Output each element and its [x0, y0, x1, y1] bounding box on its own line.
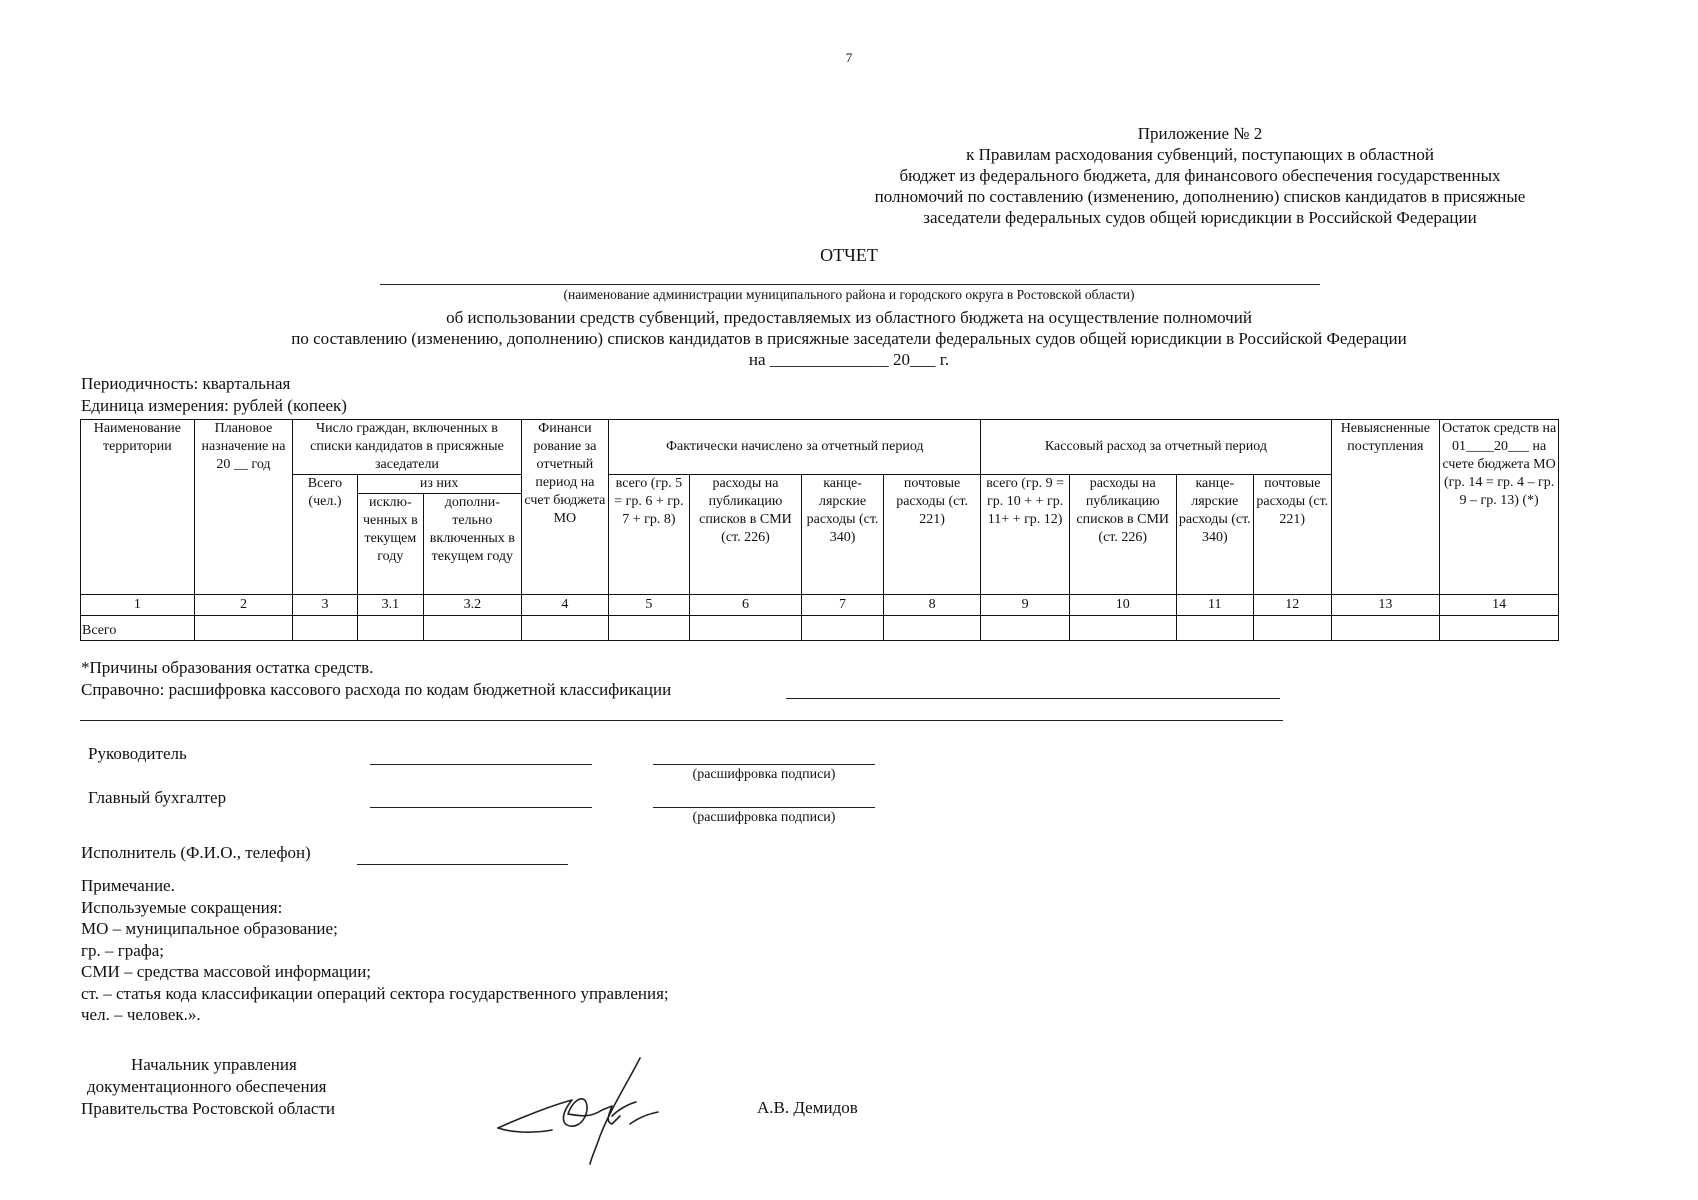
table-cell — [521, 616, 609, 641]
abbreviations-note — [81, 875, 669, 1026]
column-number: 8 — [883, 595, 981, 616]
table-cell — [883, 616, 981, 641]
appendix-line: к Правилам расходования субвенций, поступающих в областной — [966, 145, 1434, 164]
header-citizens-count: Число граждан, включенных в списки кандидатов в присяжные заседатели — [293, 420, 521, 475]
note-line: СМИ – средства массовой информации; — [81, 962, 372, 981]
note-line: Используемые сокращения: — [81, 897, 283, 917]
header-added: дополни-тельно включенных в текущем году — [424, 494, 522, 595]
header-cash-postal: почтовые расходы (ст. 221) — [1254, 475, 1332, 595]
header-accrued-office: канце-лярские расходы (ст. 340) — [802, 475, 883, 595]
header-planned-assignment: Плановое назначение на 20 __ год — [194, 420, 293, 595]
note-line: МО – муниципальное образование; — [81, 919, 338, 938]
column-number: 3.2 — [424, 595, 522, 616]
table-cell — [424, 616, 522, 641]
column-number: 12 — [1254, 595, 1332, 616]
column-number: 3.1 — [357, 595, 423, 616]
table-cell — [1440, 616, 1559, 641]
note-line: гр. – графа; — [81, 940, 165, 960]
report-period-line: на ______________ 20___ г. — [748, 350, 950, 369]
header-accrued: Фактически начислено за отчетный период — [609, 420, 981, 475]
appendix-header — [820, 123, 1580, 228]
organization-name-line — [380, 284, 1320, 285]
report-table — [80, 419, 1559, 641]
header-financing: Финанси рование за отчетный период на счет бюджета МО — [521, 420, 609, 595]
note-line: чел. – человек.». — [81, 1005, 201, 1024]
subtitle-line: по составлению (изменению, дополнению) списков кандидатов в присяжные заседатели федеральных судов общей юрисдикции в Российской Федерации — [291, 329, 1407, 348]
header-accrued-postal: почтовые расходы (ст. 221) — [883, 475, 981, 595]
header-citizens-total: Всего (чел.) — [293, 475, 357, 595]
executor-fill-line — [357, 864, 568, 865]
column-number: 1 — [81, 595, 195, 616]
header-excluded: исклю-ченных в текущем году — [357, 494, 423, 595]
header-cash-expense: Кассовый расход за отчетный период — [981, 420, 1331, 475]
reference-fill-line-2 — [80, 720, 1283, 721]
column-number: 11 — [1176, 595, 1253, 616]
report-title: ОТЧЕТ — [820, 245, 878, 265]
column-number: 13 — [1331, 595, 1440, 616]
header-cash-total: всего (гр. 9 = гр. 10 + + гр. 11+ + гр. 12) — [981, 475, 1070, 595]
head-signature-line — [370, 764, 592, 765]
periodicity-label: Периодичность: квартальная — [81, 374, 291, 393]
note-line: ст. – статья кода классификации операций сектора государственного управления; — [81, 983, 669, 1003]
header-cash-publication: расходы на публикацию списков в СМИ (ст. 226) — [1069, 475, 1176, 595]
note-line: Примечание. — [81, 876, 175, 895]
appendix-line: бюджет из федерального бюджета, для финансового обеспечения государственных — [899, 166, 1501, 185]
column-number: 3 — [293, 595, 357, 616]
table-cell — [1254, 616, 1332, 641]
report-subtitle — [0, 307, 1698, 349]
accountant-name-line — [653, 807, 875, 808]
page-number: 7 — [845, 50, 853, 65]
table-cell — [1176, 616, 1253, 641]
appendix-line: заседатели федеральных судов общей юрисдикции в Российской Федерации — [923, 208, 1477, 227]
column-number: 14 — [1440, 595, 1559, 616]
header-balance: Остаток средств на 01____20___ на счете бюджета МО (гр. 14 = гр. 4 – гр. 9 – гр. 13) (*) — [1440, 420, 1559, 595]
table-cell — [689, 616, 802, 641]
header-of-them: из них — [357, 475, 521, 494]
table-cell — [194, 616, 293, 641]
handwritten-signature — [490, 1040, 710, 1170]
column-number: 9 — [981, 595, 1070, 616]
reference-note: Справочно: расшифровка кассового расхода по кодам бюджетной классификации — [81, 680, 672, 699]
table-cell — [357, 616, 423, 641]
chief-title-line: Правительства Ростовской области — [81, 1099, 335, 1118]
table-cell — [981, 616, 1070, 641]
chief-title-line: Начальник управления — [131, 1055, 297, 1074]
organization-caption: (наименование администрации муниципального района и городского округа в Ростовской области) — [563, 287, 1135, 302]
head-name-line — [653, 764, 875, 765]
balance-reasons-note: *Причины образования остатка средств. — [81, 658, 374, 677]
reference-fill-line — [786, 698, 1280, 699]
subtitle-line: об использовании средств субвенций, предоставляемых из областного бюджета на осуществление полномочий — [446, 308, 1252, 327]
chief-title — [81, 1054, 335, 1120]
appendix-line: полномочий по составлению (изменению, дополнению) списков кандидатов в присяжные — [874, 187, 1526, 206]
column-number: 7 — [802, 595, 883, 616]
table-cell — [1331, 616, 1440, 641]
column-number: 10 — [1069, 595, 1176, 616]
unit-label: Единица измерения: рублей (копеек) — [81, 396, 347, 415]
table-cell — [293, 616, 357, 641]
column-number: 5 — [609, 595, 689, 616]
head-decode-caption: (расшифровка подписи) — [692, 767, 836, 782]
total-row — [81, 616, 1559, 641]
chief-title-line: документационного обеспечения — [87, 1077, 327, 1096]
header-territory-name: Наименование территории — [81, 420, 195, 595]
header-unclear-receipts: Невыясненные поступления — [1331, 420, 1440, 595]
total-row-label: Всего — [81, 616, 195, 641]
header-accrued-publication: расходы на публикацию списков в СМИ (ст. 226) — [689, 475, 802, 595]
accountant-label: Главный бухгалтер — [88, 788, 227, 807]
header-accrued-total: всего (гр. 5 = гр. 6 + гр. 7 + гр. 8) — [609, 475, 689, 595]
table-cell — [802, 616, 883, 641]
table-cell — [609, 616, 689, 641]
table-cell — [1069, 616, 1176, 641]
appendix-line: Приложение № 2 — [1137, 124, 1263, 143]
accountant-decode-caption: (расшифровка подписи) — [692, 810, 836, 825]
accountant-signature-line — [370, 807, 592, 808]
column-number: 6 — [689, 595, 802, 616]
header-cash-office: канце-лярские расходы (ст. 340) — [1176, 475, 1253, 595]
column-number: 4 — [521, 595, 609, 616]
column-number: 2 — [194, 595, 293, 616]
head-label: Руководитель — [88, 744, 187, 763]
signer-name: А.В. Демидов — [757, 1098, 858, 1117]
column-numbers-row — [81, 595, 1559, 616]
executor-label: Исполнитель (Ф.И.О., телефон) — [81, 843, 311, 862]
